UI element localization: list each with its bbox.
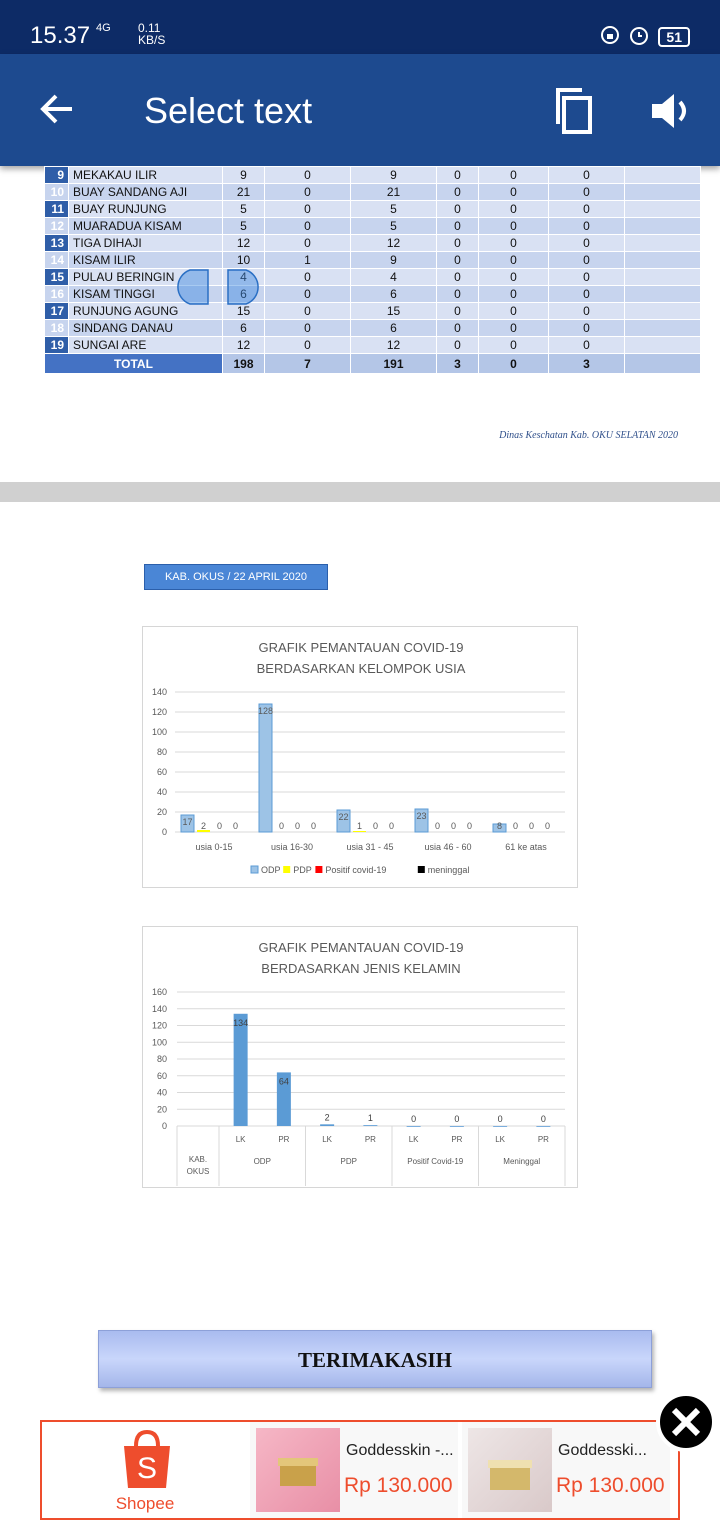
data-label: 2 [200, 821, 207, 831]
y-tick-label: 100 [151, 1037, 167, 1048]
shopee-label: Shopee [115, 1494, 175, 1513]
table-cell: 0 [265, 320, 351, 337]
table-cell [625, 320, 701, 337]
total-cell: 3 [437, 354, 479, 374]
legend-label: PDP [293, 865, 312, 875]
table-cell [625, 218, 701, 235]
bar [493, 1126, 507, 1127]
y-tick-label: 20 [156, 807, 167, 817]
table-cell: 0 [549, 184, 625, 201]
table-cell: 0 [549, 252, 625, 269]
table-cell: 0 [549, 167, 625, 184]
cases-table [44, 166, 701, 374]
y-tick-label: 0 [161, 827, 167, 837]
bar [320, 1124, 334, 1126]
table-cell: 0 [265, 218, 351, 235]
legend-swatch [283, 866, 290, 873]
row-number: 19 [45, 337, 69, 354]
x-tick-label: LK [322, 1135, 333, 1144]
table-total-row [45, 354, 701, 374]
data-label: 0 [216, 821, 223, 831]
data-label: 0 [411, 1114, 417, 1124]
table-cell: 0 [479, 303, 549, 320]
table-cell [625, 235, 701, 252]
total-cell: 191 [351, 354, 437, 374]
source-note: Dinas Keschatan Kab. OKU SELATAN 2020 [499, 430, 678, 441]
table-cell: 12 [223, 337, 265, 354]
table-cell [625, 184, 701, 201]
table-cell: 12 [351, 235, 437, 252]
table-cell: 0 [437, 320, 479, 337]
table-cell: 5 [351, 201, 437, 218]
district-name: BUAY SANDANG AJI [69, 184, 223, 201]
table-cell: 5 [223, 201, 265, 218]
row-number: 13 [45, 235, 69, 252]
row-number: 17 [45, 303, 69, 320]
chart-subtitle: BERDASARKAN KELOMPOK USIA [256, 661, 466, 676]
district-name: RUNJUNG AGUNG [69, 303, 223, 320]
network-type: 4G [96, 22, 111, 34]
y-tick-label: 80 [156, 1054, 167, 1064]
shopee-logo[interactable] [42, 1422, 248, 1518]
closing-banner: TERIMAKASIH [98, 1330, 652, 1388]
data-label: 22 [338, 812, 349, 822]
table-cell: 0 [549, 337, 625, 354]
table-cell: 9 [223, 167, 265, 184]
y-tick-label: 140 [151, 687, 167, 697]
y-tick-label: 40 [156, 1087, 167, 1098]
row-number: 10 [45, 184, 69, 201]
product-name: Goddesski... [558, 1442, 647, 1459]
table-cell: 10 [223, 252, 265, 269]
gender-chart-svg [143, 927, 579, 1189]
table-cell: 0 [265, 337, 351, 354]
district-name: SINDANG DANAU [69, 320, 223, 337]
row-number: 18 [45, 320, 69, 337]
x-tick-label: usia 0-15 [195, 842, 233, 852]
selection-handles[interactable] [170, 266, 270, 310]
total-label: TOTAL [45, 354, 223, 374]
network-speed-unit: KB/S [138, 33, 166, 47]
ad-banner[interactable] [40, 1420, 680, 1520]
y-tick-label: 20 [156, 1104, 167, 1115]
table-row [45, 167, 701, 184]
table-cell: 6 [351, 286, 437, 303]
bar [450, 1126, 464, 1127]
data-label: 0 [540, 1114, 546, 1124]
data-label: 0 [528, 821, 535, 831]
table-cell: 0 [479, 201, 549, 218]
table-cell: 0 [479, 218, 549, 235]
data-label: 134 [233, 1017, 249, 1028]
table-row [45, 286, 701, 303]
data-label: 0 [512, 821, 519, 831]
table-cell: 12 [351, 337, 437, 354]
x-group-label: OKUS [186, 1167, 210, 1176]
product-image [256, 1428, 340, 1512]
data-label: 0 [310, 821, 317, 831]
x-tick-label: LK [235, 1135, 246, 1144]
data-label: 128 [257, 706, 274, 716]
y-tick-label: 160 [151, 987, 167, 997]
table-cell: 0 [549, 218, 625, 235]
row-number: 16 [45, 286, 69, 303]
table-row [45, 184, 701, 201]
svg-text:S: S [136, 1452, 158, 1485]
table-cell: 4 [223, 269, 265, 286]
table-cell: 0 [265, 286, 351, 303]
table-cell: 12 [223, 235, 265, 252]
chart-title: GRAFIK PEMANTAUAN COVID-19 [258, 640, 464, 655]
table-cell: 0 [265, 235, 351, 252]
table-cell: 0 [549, 286, 625, 303]
x-tick-label: PR [537, 1135, 549, 1144]
x-tick-label: PR [451, 1135, 463, 1144]
data-label: 0 [232, 821, 239, 831]
table-cell [625, 252, 701, 269]
x-tick-label: usia 46 - 60 [424, 842, 472, 852]
bar-pdp [353, 831, 366, 832]
table-cell: 0 [437, 337, 479, 354]
table-cell: 0 [437, 201, 479, 218]
legend-label: Positif covid-19 [325, 865, 387, 875]
table-row [45, 269, 701, 286]
table-cell: 21 [223, 184, 265, 201]
table-row [45, 201, 701, 218]
table-cell: 9 [351, 167, 437, 184]
data-label: 2 [324, 1112, 330, 1123]
data-label: 0 [388, 821, 395, 831]
chart-title: GRAFIK PEMANTAUAN COVID-19 [258, 940, 464, 955]
data-label: 0 [497, 1114, 503, 1124]
legend-label: meninggal [427, 865, 470, 875]
app-bar [0, 54, 720, 166]
table-cell: 0 [437, 184, 479, 201]
table-cell: 0 [479, 286, 549, 303]
total-cell: 198 [223, 354, 265, 374]
total-cell: 3 [549, 354, 625, 374]
data-label: 0 [450, 821, 457, 831]
district-name: BUAY RUNJUNG [69, 201, 223, 218]
total-cell: 0 [479, 354, 549, 374]
speaker-icon[interactable] [648, 88, 694, 134]
back-arrow-icon[interactable] [32, 84, 82, 134]
district-name: MUARADUA KISAM [69, 218, 223, 235]
table-cell: 0 [549, 269, 625, 286]
table-cell: 0 [479, 184, 549, 201]
x-tick-label: usia 31 - 45 [346, 842, 394, 852]
table-cell: 6 [223, 320, 265, 337]
legend-swatch [418, 866, 425, 873]
table-cell: 0 [479, 337, 549, 354]
y-tick-label: 120 [151, 1020, 167, 1031]
legend-label: ODP [261, 865, 281, 875]
table-cell: 0 [437, 235, 479, 252]
row-number: 9 [45, 167, 69, 184]
y-tick-label: 120 [151, 707, 167, 717]
table-row [45, 252, 701, 269]
chart-subtitle: BERDASARKAN JENIS KELAMIN [261, 961, 461, 976]
table-cell: 0 [479, 252, 549, 269]
cream-jar-icon [256, 1428, 340, 1512]
y-tick-label: 0 [161, 1121, 167, 1131]
product-price: Rp 130.000 [344, 1474, 453, 1497]
product-name: Goddesskin -... [346, 1442, 454, 1459]
legend-swatch [251, 866, 258, 873]
table-cell: 1 [265, 252, 351, 269]
shopping-bag-icon [120, 1428, 174, 1492]
table-cell: 0 [265, 269, 351, 286]
x-tick-label: PR [278, 1135, 290, 1144]
table-cell: 0 [437, 167, 479, 184]
district-name: KISAM TINGGI [69, 286, 223, 303]
data-label: 0 [454, 1114, 460, 1124]
y-tick-label: 60 [156, 1070, 167, 1081]
close-ad-icon[interactable] [654, 1390, 718, 1454]
table-cell: 0 [479, 235, 549, 252]
table-cell: 21 [351, 184, 437, 201]
age-chart-svg [143, 627, 579, 889]
data-label: 0 [294, 821, 301, 831]
row-number: 15 [45, 269, 69, 286]
page-title: Select text [144, 90, 313, 131]
table-cell: 15 [223, 303, 265, 320]
table-cell: 0 [437, 269, 479, 286]
cream-jar-icon [468, 1428, 552, 1512]
total-cell [625, 354, 701, 374]
table-cell: 0 [479, 167, 549, 184]
x-group-label: PDP [340, 1157, 357, 1166]
table-cell: 0 [479, 320, 549, 337]
product-image [468, 1428, 552, 1512]
bar [407, 1126, 421, 1127]
row-number: 14 [45, 252, 69, 269]
table-cell: 0 [265, 303, 351, 320]
x-group-label: Positif Covid-19 [407, 1157, 464, 1166]
x-tick-label: 61 ke atas [505, 842, 547, 852]
x-tick-label: LK [495, 1135, 506, 1144]
y-tick-label: 40 [156, 787, 167, 797]
product-price: Rp 130.000 [556, 1474, 665, 1497]
data-label: 23 [416, 811, 427, 821]
data-label: 1 [367, 1113, 373, 1124]
data-label: 0 [434, 821, 441, 831]
table-cell: 6 [223, 286, 265, 303]
table-cell: 0 [437, 286, 479, 303]
y-tick-label: 80 [156, 747, 167, 757]
table-row [45, 320, 701, 337]
table-cell: 0 [549, 235, 625, 252]
x-tick-label: LK [408, 1135, 419, 1144]
district-name: MEKAKAU ILIR [69, 167, 223, 184]
network-speed-value: 0.11 [138, 21, 161, 35]
table-cell: 0 [549, 320, 625, 337]
table-cell: 15 [351, 303, 437, 320]
table-row [45, 218, 701, 235]
table-row [45, 235, 701, 252]
x-group-label: KAB. [188, 1155, 208, 1164]
table-cell: 0 [265, 167, 351, 184]
data-label: 0 [372, 821, 379, 831]
table-cell: 0 [549, 201, 625, 218]
data-label: 0 [466, 821, 473, 831]
table-cell [625, 286, 701, 303]
table-cell [625, 337, 701, 354]
table-cell: 0 [265, 184, 351, 201]
district-name: TIGA DIHAJI [69, 235, 223, 252]
data-label: 0 [544, 821, 551, 831]
table-cell: 6 [351, 320, 437, 337]
table-cell: 0 [437, 252, 479, 269]
status-icons [600, 24, 690, 49]
ad-product-2[interactable] [462, 1422, 670, 1518]
alarm-icon [628, 24, 650, 49]
table-cell [625, 201, 701, 218]
y-tick-label: 140 [151, 1003, 167, 1014]
bar [363, 1125, 377, 1126]
table-row [45, 303, 701, 320]
district-name: KISAM ILIR [69, 252, 223, 269]
x-group-label: Meninggal [503, 1157, 541, 1166]
status-time: 15.37 [30, 22, 91, 49]
date-label: KAB. OKUS / 22 APRIL 2020 [144, 564, 328, 590]
page-separator [0, 482, 720, 502]
data-label: 17 [182, 817, 193, 827]
bar [536, 1126, 550, 1127]
data-label: 8 [496, 821, 503, 831]
data-label: 0 [278, 821, 285, 831]
table-cell: 0 [479, 269, 549, 286]
rotation-lock-icon [600, 25, 620, 48]
ad-product-1[interactable] [250, 1422, 458, 1518]
row-number: 11 [45, 201, 69, 218]
x-group-label: ODP [253, 1157, 271, 1166]
table-cell: 9 [351, 252, 437, 269]
table-row [45, 337, 701, 354]
data-label: 1 [356, 821, 363, 831]
data-label: 64 [278, 1076, 289, 1087]
bar [234, 1014, 248, 1126]
table-cell: 0 [549, 303, 625, 320]
copy-icon[interactable] [552, 86, 598, 136]
row-number: 12 [45, 218, 69, 235]
table-cell: 4 [351, 269, 437, 286]
x-tick-label: usia 16-30 [270, 842, 314, 852]
age-chart [142, 626, 578, 888]
bar-odp [259, 704, 272, 832]
legend-swatch [315, 866, 322, 873]
y-tick-label: 100 [151, 727, 167, 737]
district-name: PULAU BERINGIN [69, 269, 223, 286]
table-cell: 5 [223, 218, 265, 235]
table-cell: 0 [437, 218, 479, 235]
table-cell [625, 303, 701, 320]
battery-level: 51 [658, 27, 690, 47]
table-cell: 5 [351, 218, 437, 235]
status-bar [0, 0, 720, 54]
table-cell [625, 167, 701, 184]
district-name: SUNGAI ARE [69, 337, 223, 354]
y-tick-label: 60 [156, 767, 167, 777]
gender-chart [142, 926, 578, 1188]
table-cell: 0 [437, 303, 479, 320]
table-cell [625, 269, 701, 286]
network-speed [138, 22, 165, 46]
x-tick-label: PR [364, 1135, 376, 1144]
table-cell: 0 [265, 201, 351, 218]
total-cell: 7 [265, 354, 351, 374]
